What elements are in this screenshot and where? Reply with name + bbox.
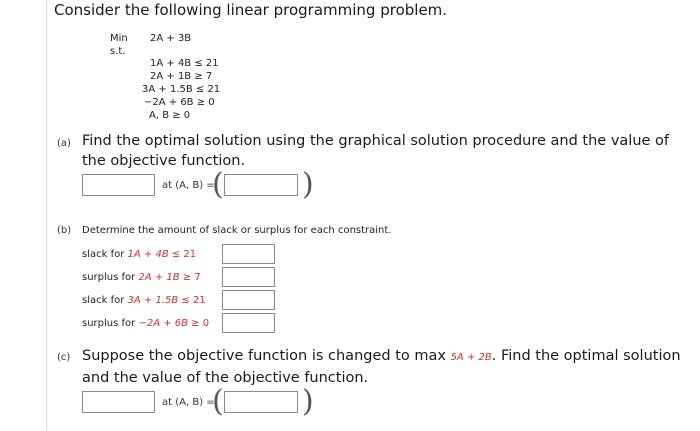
part-b-question: Determine the amount of slack or surplus for each constraint.: [82, 225, 392, 236]
objective-label: Min: [110, 33, 128, 44]
part-a-label: (a): [57, 138, 71, 149]
slack-row-1-label: slack for 1A + 4B ≤ 21: [82, 249, 197, 260]
slack-row-3-label: slack for 3A + 1.5B ≤ 21: [82, 295, 206, 306]
part-a-open-paren: (: [212, 167, 224, 202]
objective-expression: 2A + 3B: [150, 33, 192, 44]
surplus-row-2-label: surplus for 2A + 1B ≥ 7: [82, 272, 201, 283]
constraint-4: −2A + 6B ≥ 0: [144, 97, 215, 108]
part-a-question: Find the optimal solution using the graphical solution procedure and the value of the objective function.: [82, 133, 670, 169]
part-a-objective-value-input[interactable]: [82, 174, 155, 196]
part-c-at-label: at (A, B) =: [162, 397, 215, 408]
part-a-at-label: at (A, B) =: [162, 180, 215, 191]
part-c-label: (c): [57, 352, 71, 363]
problem-heading: Consider the following linear programming problem.: [54, 1, 448, 19]
nonnegativity-constraint: A, B ≥ 0: [149, 110, 191, 121]
part-b-label: (b): [57, 225, 72, 236]
part-c-question: Suppose the objective function is changed to max 5A + 2B. Find the optimal solution and the value of the objective function.: [82, 348, 681, 386]
part-a-close-paren: ): [302, 167, 314, 202]
part-c-objective-value-input[interactable]: [82, 391, 155, 413]
surplus-row-4-label: surplus for −2A + 6B ≥ 0: [82, 318, 210, 329]
surplus-row-2-input[interactable]: [222, 267, 275, 287]
part-a-solution-input[interactable]: [224, 174, 298, 196]
constraint-2: 2A + 1B ≥ 7: [150, 71, 213, 82]
constraint-3: 3A + 1.5B ≤ 21: [142, 84, 221, 95]
left-border: [46, 0, 47, 431]
slack-row-1-input[interactable]: [222, 244, 275, 264]
surplus-row-4-input[interactable]: [222, 313, 275, 333]
subject-to-label: s.t.: [110, 46, 126, 57]
part-c-close-paren: ): [302, 384, 314, 419]
part-c-open-paren: (: [212, 384, 224, 419]
constraint-1: 1A + 4B ≤ 21: [150, 58, 219, 69]
part-c-solution-input[interactable]: [224, 391, 298, 413]
slack-row-3-input[interactable]: [222, 290, 275, 310]
